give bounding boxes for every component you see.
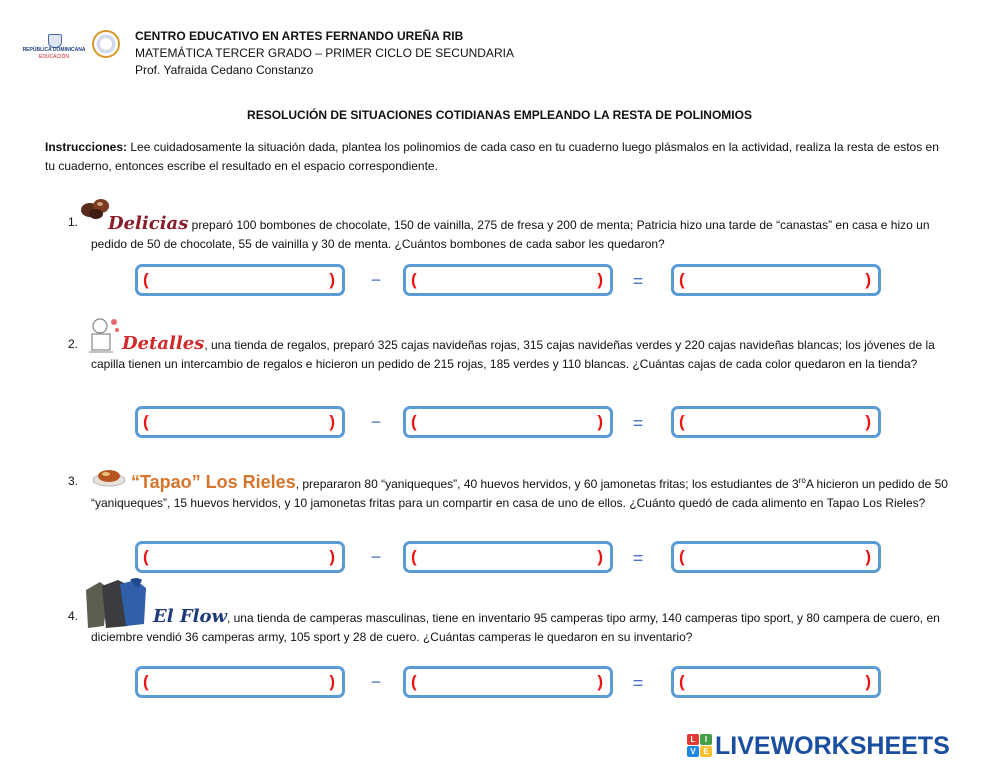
ministry-logo bbox=[22, 34, 86, 62]
liveworksheets-wordmark: LIVEWORKSHEETS bbox=[715, 732, 950, 760]
school-seal-logo bbox=[92, 30, 120, 58]
brand-el-flow: El Flow bbox=[153, 606, 227, 627]
answer-box-1a[interactable]: ( ) bbox=[135, 264, 345, 296]
brand-detalles: Detalles bbox=[122, 333, 205, 354]
logo-left-line2: EDUCACIÓN bbox=[38, 54, 69, 60]
teacher-name: Prof. Yafraida Cedano Constanzo bbox=[135, 63, 314, 77]
answer-input-3a[interactable] bbox=[158, 548, 322, 570]
minus-sign: − bbox=[370, 672, 382, 692]
answer-input-1b[interactable] bbox=[426, 271, 590, 293]
problem-1-number: 1. bbox=[68, 215, 79, 229]
answer-box-3b[interactable]: ( ) bbox=[403, 541, 613, 573]
shield-icon bbox=[48, 34, 62, 48]
equals-sign: = bbox=[632, 673, 644, 693]
problem-1-statement: preparó 100 bombones de chocolate, 150 de vainilla, 275 de fresa y 200 de menta; Patricia hizo una tarde de “canastas” en casa e hizo un pedido de 50 de chocolate, 55 de vainilla y 30 de menta. ¿Cuántos bombones de cada sabor les quedaron? bbox=[91, 218, 930, 251]
answer-input-3c[interactable] bbox=[694, 548, 858, 570]
instructions-text: Lee cuidadosamente la situación dada, plantea los polinomios de cada caso en tu cuaderno luego plásmalos en la actividad, realiza la resta de estos en tu cuaderno, entonces escribe el resultado en el espacio correspondiente. bbox=[45, 140, 939, 173]
school-name: CENTRO EDUCATIVO EN ARTES FERNANDO UREÑA RIB bbox=[135, 29, 464, 43]
liveworksheets-blocks-icon: L I V E bbox=[687, 734, 713, 758]
answer-box-4a[interactable]: ( ) bbox=[135, 666, 345, 698]
answer-box-1c[interactable]: ( ) bbox=[671, 264, 881, 296]
equals-sign: = bbox=[632, 548, 644, 568]
answer-box-2b[interactable]: ( ) bbox=[403, 406, 613, 438]
answer-box-4b[interactable]: ( ) bbox=[403, 666, 613, 698]
instructions-label: Instrucciones: bbox=[45, 140, 128, 154]
problem-3-number: 3. bbox=[68, 474, 79, 488]
answer-box-3c[interactable]: ( ) bbox=[671, 541, 881, 573]
brand-tapao-los-rieles: “Tapao” Los Rieles bbox=[131, 472, 296, 492]
answer-box-2a[interactable]: ( ) bbox=[135, 406, 345, 438]
minus-sign: − bbox=[370, 270, 382, 290]
equals-sign: = bbox=[632, 271, 644, 291]
answer-input-2c[interactable] bbox=[694, 413, 858, 435]
liveworksheets-logo[interactable] bbox=[687, 732, 987, 762]
brand-delicias: Delicias bbox=[108, 213, 189, 234]
answer-input-4c[interactable] bbox=[694, 673, 858, 695]
answer-input-4b[interactable] bbox=[426, 673, 590, 695]
problem-4-text bbox=[91, 607, 961, 647]
answer-box-4c[interactable]: ( ) bbox=[671, 666, 881, 698]
minus-sign: − bbox=[370, 412, 382, 432]
answer-input-2b[interactable] bbox=[426, 413, 590, 435]
answer-box-3a[interactable]: ( ) bbox=[135, 541, 345, 573]
problem-3-statement-a: , prepararon 80 “yaniqueques”, 40 huevos hervidos, y 60 jamonetas fritas; los estudiantes de 3 bbox=[295, 477, 799, 491]
instructions bbox=[45, 138, 945, 176]
problem-3-text bbox=[91, 471, 961, 513]
problem-1-text bbox=[91, 214, 961, 254]
logo-left-line1: REPÚBLICA DOMINICANA bbox=[22, 47, 86, 53]
answer-input-3b[interactable] bbox=[426, 548, 590, 570]
problem-2-statement: , una tienda de regalos, preparó 325 cajas navideñas rojas, 315 cajas navideñas verdes y 220 cajas navideñas blancas; los jóvenes de la capilla tienen un intercambio de regalos e hicieron un pedido de 215 rojas, 185 verdes y 110 blancas. ¿Cuántas cajas de cada color quedaron en la tienda? bbox=[91, 338, 935, 371]
answer-box-1b[interactable]: ( ) bbox=[403, 264, 613, 296]
problem-2-number: 2. bbox=[68, 337, 79, 351]
answer-input-1a[interactable] bbox=[158, 271, 322, 293]
answer-box-2c[interactable]: ( ) bbox=[671, 406, 881, 438]
equals-sign: = bbox=[632, 413, 644, 433]
problem-4-statement: , una tienda de camperas masculinas, tiene en inventario 95 camperas tipo army, 140 camperas tipo sport, y 80 campera de cuero, en diciembre vendió 36 camperas army, 105 sport y 28 de cuero. ¿Cuántas camperas le quedaron en su inventario? bbox=[91, 611, 940, 644]
answer-input-4a[interactable] bbox=[158, 673, 322, 695]
grade-superscript: ro bbox=[798, 476, 806, 485]
worksheet-title: RESOLUCIÓN DE SITUACIONES COTIDIANAS EMPLEANDO LA RESTA DE POLINOMIOS bbox=[247, 108, 752, 122]
answer-input-1c[interactable] bbox=[694, 271, 858, 293]
course-name: MATEMÁTICA TERCER GRADO – PRIMER CICLO DE SECUNDARIA bbox=[135, 46, 514, 60]
minus-sign: − bbox=[370, 547, 382, 567]
answer-input-2a[interactable] bbox=[158, 413, 322, 435]
problem-3-statement-b: A hicieron un pedido de 50 “yaniqueques”, 15 huevos hervidos, y 10 jamonetas fritas para un compartir en casa de uno de ellos. ¿Cuánto quedó de cada alimento en Tapao Los Rieles? bbox=[91, 477, 948, 510]
problem-4-number: 4. bbox=[68, 609, 79, 623]
problem-2-text bbox=[91, 334, 961, 374]
